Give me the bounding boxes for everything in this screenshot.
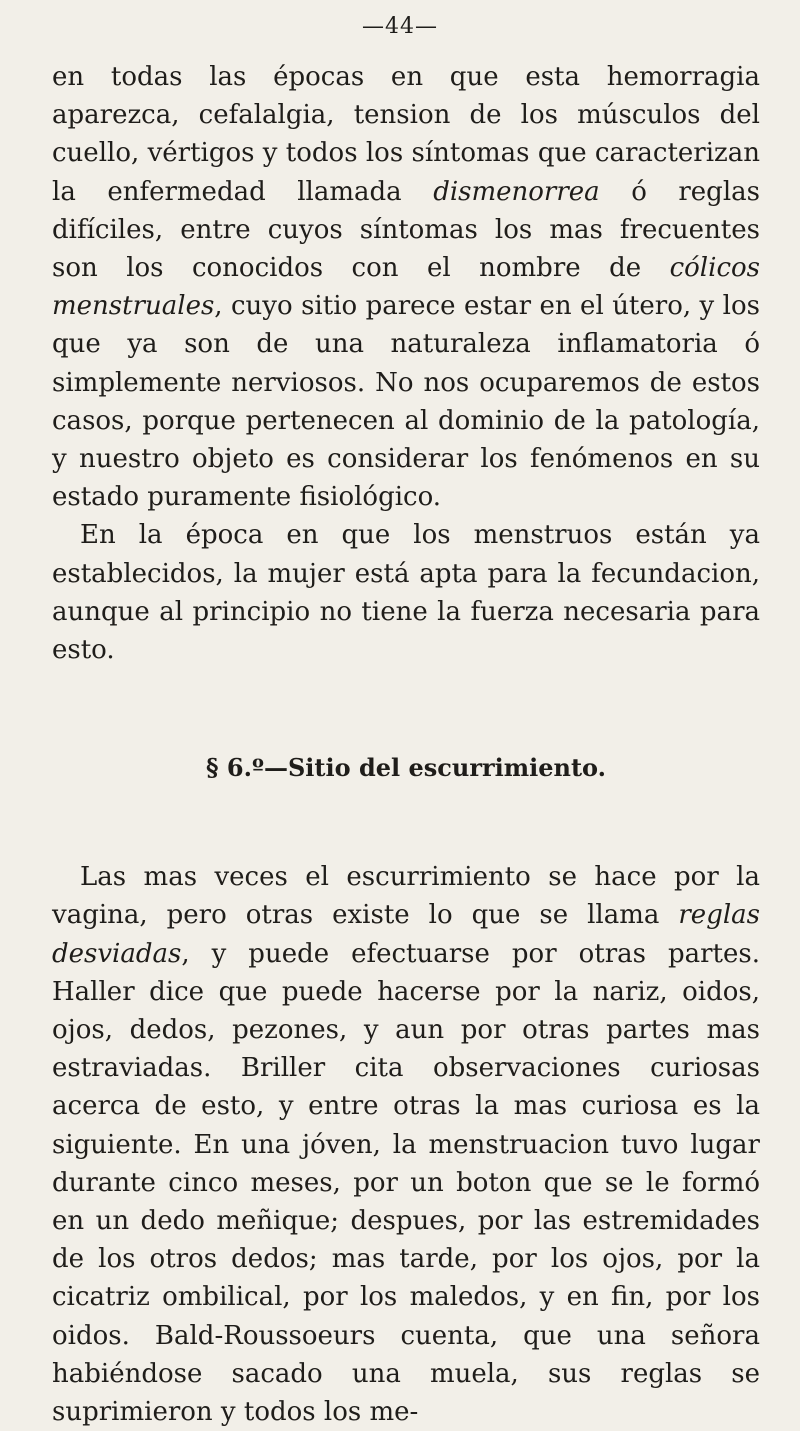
text-segment: en todas las épocas en que esta hemorragia aparezca, cefalalgia, tension de los músculos del cuello, vértigos y todos los síntomas que caracterizan la enfermedad llamada bbox=[52, 62, 760, 207]
italic-term-colicos: cólicos menstruales bbox=[52, 253, 760, 322]
italic-term-reglas-desviadas: reglas desviadas bbox=[52, 900, 760, 969]
page-number: —44— bbox=[362, 14, 438, 39]
paragraph-fecundacion bbox=[52, 516, 760, 669]
text-segment: ó reglas difíciles, entre cuyos síntomas los mas frecuentes son los conocidos con el nombre de bbox=[52, 176, 760, 284]
text-block-bottom bbox=[52, 858, 760, 1431]
text-segment: En la época en que los menstruos están ya establecidos, la mujer está apta para la fecundacion, aunque al principio no tiene la fuerza necesaria para esto. bbox=[52, 520, 760, 666]
text-segment: Las mas veces el escurrimiento se hace por la vagina, pero otras existe lo que se llama bbox=[52, 862, 760, 931]
text-segment: , cuyo sitio parece estar en el útero, y los que ya son de una naturaleza inflamatoria ó simplemente nerviosos. No nos ocuparemos de estos casos, porque pertenecen al dominio de la patología, y nuestro objeto es considerar los fenómenos en su estado puramente fisiológico. bbox=[52, 291, 760, 513]
section-heading: § 6.º—Sitio del escurrimiento. bbox=[205, 753, 606, 783]
paragraph-escurrimiento bbox=[52, 858, 760, 1431]
paragraph-dismenorrea bbox=[52, 58, 760, 516]
text-segment: , y puede efectuarse por otras partes. Haller dice que puede hacerse por la nariz, oidos, ojos, dedos, pezones, y aun por otras partes mas estraviadas. Briller cita observaciones curiosas acerca de esto, y entre otras la mas curiosa es la siguiente. En una jóven, la menstruacion tuvo lugar durante cinco meses, por un boton que se le formó en un dedo meñique; despues, por las estremidades de los otros dedos; mas tarde, por los ojos, por la cicatriz ombilical, por los maledos, y en fin, por los oidos. Bald-Roussoeurs cuenta, que una señora habiéndose sacado una muela, sus reglas se suprimieron y todos los me- bbox=[52, 938, 760, 1428]
italic-term-dismenorrea: dismenorrea bbox=[433, 176, 600, 207]
text-block-top bbox=[52, 58, 760, 669]
